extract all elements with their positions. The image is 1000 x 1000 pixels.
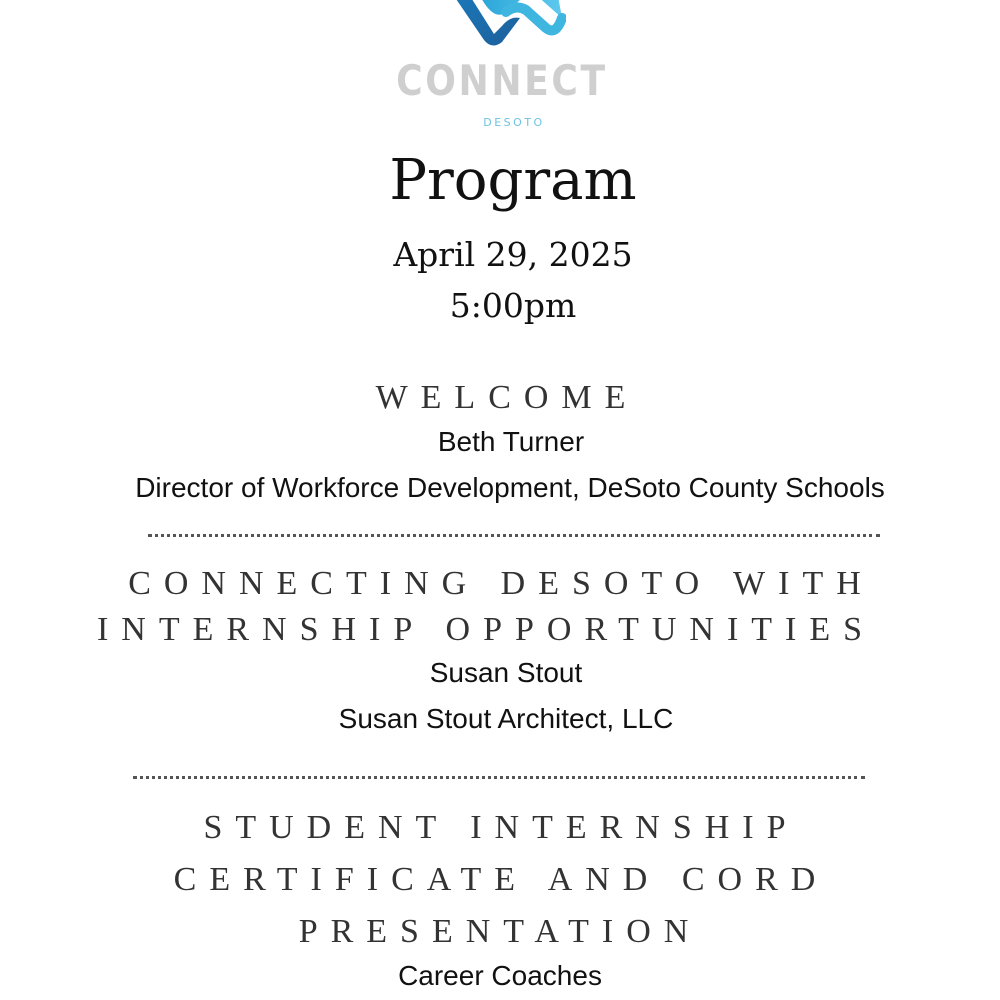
agenda-item-internship-opportunities (0, 561, 1000, 743)
logo-wordmark: CONNECT (396, 56, 608, 105)
speaker-name: Susan Stout (429, 657, 583, 688)
agenda-heading-line-2: CERTIFICATE AND CORD (173, 861, 829, 898)
connect-logo-icon (450, 0, 566, 50)
agenda-heading: WELCOME (375, 379, 639, 416)
event-date: April 29, 2025 (393, 235, 633, 274)
speaker-affiliation: Susan Stout Architect, LLC (338, 703, 674, 734)
agenda-heading-line-3: PRESENTATION (298, 913, 702, 950)
page-title: Program (389, 148, 637, 213)
agenda-item-certificate-presentation (0, 802, 1000, 998)
agenda-heading-line-1: CONNECTING DESOTO WITH (128, 565, 874, 602)
speaker-name: Beth Turner (437, 426, 585, 457)
agenda-heading-line-2: INTERNSHIP OPPORTUNITIES (96, 611, 876, 648)
speaker-affiliation: Director of Workforce Development, DeSoto County Schools (135, 472, 885, 503)
logo-subtitle: DESOTO (483, 116, 545, 129)
agenda-heading-line-1: STUDENT INTERNSHIP (203, 809, 799, 846)
section-divider (148, 534, 880, 537)
speaker-name: Career Coaches (398, 960, 602, 991)
event-time: 5:00pm (449, 286, 577, 325)
connect-desoto-logo (0, 0, 1000, 130)
agenda-item-welcome (0, 374, 1000, 511)
section-divider (133, 776, 865, 779)
